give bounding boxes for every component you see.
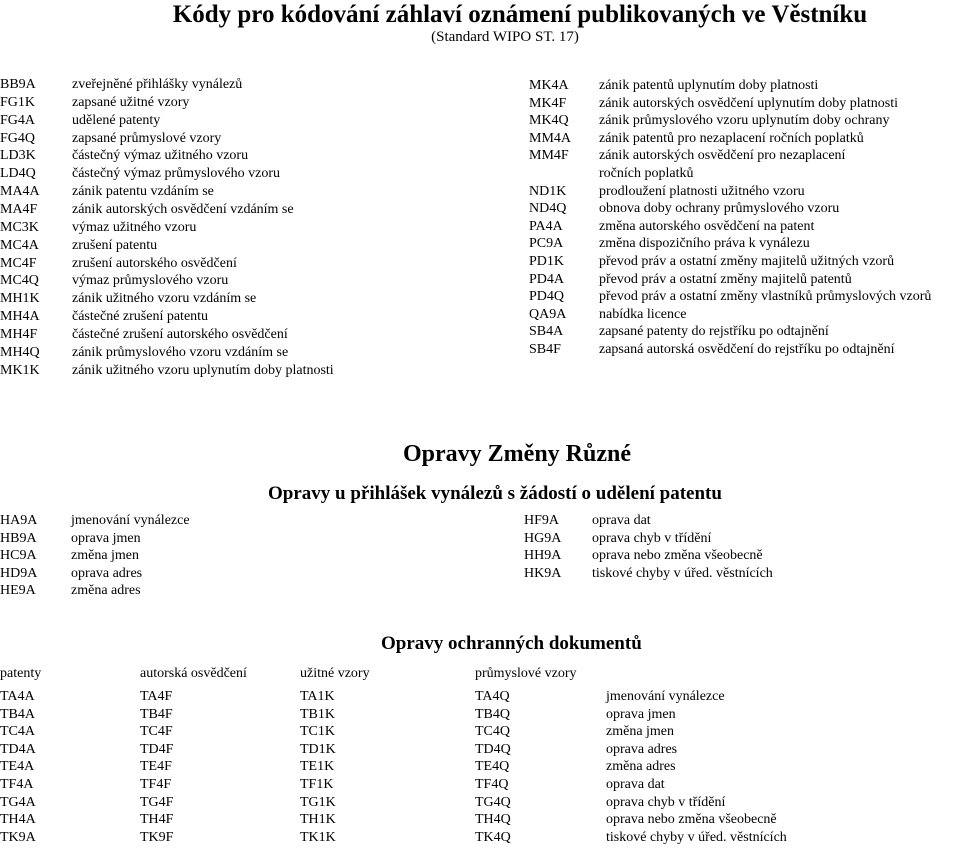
code-description: obnova doby ochrany průmyslového vzoru (599, 201, 840, 217)
code-description: oprava chyb v třídění (606, 794, 726, 810)
code-label: LD3K (0, 148, 36, 164)
code-description: zánik patentů uplynutím doby platnosti (599, 78, 819, 93)
header-autorska: autorská osvědčení (140, 666, 247, 681)
code-label: PD4Q (529, 289, 565, 305)
code-description: zánik autorských osvědčení uplynutím doby platnosti (599, 95, 899, 111)
code-description: oprava adres (606, 741, 678, 757)
code-description: převod práv a ostatní změny majitelů užitných vzorů (599, 254, 895, 269)
code-description: částečný výmaz průmyslového vzoru (72, 166, 280, 182)
code-description: ročních poplatků (599, 166, 694, 181)
code-description: oprava jmen (71, 530, 141, 546)
code-description: změna autorského osvědčení na patent (599, 218, 815, 234)
section-title-ochranne: Opravy ochranných dokumentů (381, 633, 642, 654)
code-description: oprava dat (592, 513, 651, 528)
code-label: SB4F (529, 342, 561, 357)
code-label: HF9A (524, 513, 560, 528)
code-description: výmaz užitného vzoru (72, 219, 197, 235)
code-description: výmaz průmyslového vzoru (72, 273, 229, 289)
code-description: změna adres (606, 759, 676, 775)
code-prumyslove: TG4Q (475, 794, 511, 810)
code-label: BB9A (0, 77, 36, 92)
code-description: zánik patentu vzdáním se (72, 184, 214, 200)
code-description: zánik autorských osvědčení pro nezaplacení (599, 148, 846, 164)
code-description: oprava chyb v třídění (592, 530, 712, 546)
code-label: HK9A (524, 565, 562, 581)
code-label: MH4F (0, 326, 38, 342)
code-description: zveřejněné přihlášky vynálezů (72, 77, 243, 92)
code-description: prodloužení platnosti užitného vzoru (599, 183, 805, 199)
code-label: LD4Q (0, 166, 36, 182)
code-description: nabídka licence (599, 306, 687, 322)
code-description: změna adres (71, 583, 141, 598)
code-prumyslove: TA4Q (475, 689, 510, 704)
code-prumyslove: TF4Q (475, 777, 509, 792)
code-label: MC4F (0, 255, 37, 271)
code-label: ND4Q (529, 201, 567, 217)
code-label: ND1K (529, 183, 567, 199)
code-description: jmenování vynálezce (71, 513, 190, 528)
code-description: oprava dat (606, 777, 665, 792)
header-uzitne: užitné vzory (300, 666, 370, 681)
header-patenty: patenty (0, 666, 42, 681)
code-prumyslove: TD4Q (475, 741, 511, 757)
code-patenty: TC4A (0, 724, 35, 740)
code-label: FG4Q (0, 130, 36, 146)
code-uzitne: TE1K (300, 759, 335, 775)
code-autorska: TF4F (140, 777, 172, 792)
code-label: HH9A (524, 548, 562, 563)
page-title: Kódy pro kódování záhlaví oznámení publikovaných ve Věstníku (172, 1, 868, 28)
code-label: MK4F (529, 95, 567, 111)
code-patenty: TB4A (0, 706, 35, 722)
section-subtitle-opravy: Opravy u přihlášek vynálezů s žádostí o udělení patentu (268, 483, 722, 504)
code-label: HD9A (0, 565, 38, 581)
code-label: HC9A (0, 548, 37, 563)
code-description: oprava nebo změna všeobecně (592, 548, 763, 563)
code-description: změna jmen (606, 724, 675, 740)
code-description: zapsané průmyslové vzory (72, 130, 222, 146)
code-description: zánik patentů pro nezaplacení ročních poplatků (599, 130, 864, 146)
code-label: MH4Q (0, 344, 40, 360)
code-description: zánik průmyslového vzoru vzdáním se (72, 344, 289, 360)
code-prumyslove: TK4Q (475, 829, 511, 845)
code-uzitne: TD1K (300, 741, 336, 757)
code-label: PC9A (529, 236, 564, 252)
code-label: MH4A (0, 309, 40, 325)
code-description: zánik průmyslového vzoru uplynutím doby ochrany (599, 113, 890, 129)
code-description: částečné zrušení autorského osvědčení (72, 326, 288, 342)
code-uzitne: TC1K (300, 724, 335, 740)
code-label: HE9A (0, 583, 36, 598)
code-patenty: TK9A (0, 829, 36, 845)
code-autorska: TB4F (140, 706, 173, 722)
code-label: MC4A (0, 237, 39, 253)
code-label: MK1K (0, 362, 40, 378)
code-label: MC3K (0, 219, 39, 235)
code-label: SB4A (529, 324, 564, 340)
code-autorska: TD4F (140, 741, 174, 757)
code-description: tiskové chyby v úřed. věstnících (592, 565, 773, 581)
code-label: PD4A (529, 271, 565, 287)
code-description: zánik autorských osvědčení vzdáním se (72, 201, 294, 217)
code-label: HA9A (0, 513, 38, 528)
code-prumyslove: TE4Q (475, 759, 510, 775)
code-description: jmenování vynálezce (606, 689, 725, 704)
section-title-opravy: Opravy Změny Různé (403, 441, 631, 467)
header-prumyslove: průmyslové vzory (475, 666, 577, 681)
code-uzitne: TA1K (300, 689, 335, 704)
code-patenty: TH4A (0, 812, 36, 828)
code-description: částečný výmaz užitného vzoru (72, 148, 249, 164)
code-description: zapsaná autorská osvědčení do rejstříku po odtajnění (599, 342, 895, 357)
code-label: MM4A (529, 130, 572, 146)
code-uzitne: TG1K (300, 794, 336, 810)
code-patenty: TG4A (0, 794, 36, 810)
code-description: zrušení patentu (72, 237, 158, 253)
code-prumyslove: TC4Q (475, 724, 510, 740)
code-label: HB9A (0, 530, 37, 546)
code-description: zánik užitného vzoru vzdáním se (72, 291, 257, 307)
code-label: MM4F (529, 148, 569, 164)
code-description: zapsané patenty do rejstříku po odtajnění (599, 324, 829, 340)
code-description: zrušení autorského osvědčení (72, 255, 237, 271)
code-label: MA4A (0, 184, 40, 200)
code-autorska: TA4F (140, 689, 173, 704)
code-description: oprava nebo změna všeobecně (606, 812, 777, 828)
code-label: QA9A (529, 306, 567, 322)
code-uzitne: TK1K (300, 829, 336, 845)
code-label: MK4Q (529, 113, 569, 129)
code-autorska: TC4F (140, 724, 173, 740)
code-label: HG9A (524, 530, 562, 546)
code-uzitne: TH1K (300, 812, 336, 828)
code-description: tiskové chyby v úřed. věstnících (606, 829, 787, 845)
code-label: PA4A (529, 218, 563, 234)
code-prumyslove: TB4Q (475, 706, 510, 722)
code-description: změna dispozičního práva k vynálezu (599, 236, 810, 252)
code-description: udělené patenty (72, 112, 161, 128)
page-subtitle: (Standard WIPO ST. 17) (431, 29, 579, 45)
code-patenty: TF4A (0, 777, 34, 792)
code-label: PD1K (529, 254, 565, 269)
code-autorska: TH4F (140, 812, 174, 828)
code-patenty: TE4A (0, 759, 35, 775)
code-description: převod práv a ostatní změny vlastníků průmyslových vzorů (599, 289, 932, 305)
code-patenty: TD4A (0, 741, 36, 757)
code-description: zapsané užitné vzory (72, 94, 190, 110)
code-label: MA4F (0, 201, 38, 217)
code-description: částečné zrušení patentu (72, 309, 209, 325)
code-patenty: TA4A (0, 689, 35, 704)
code-uzitne: TB1K (300, 706, 335, 722)
code-autorska: TK9F (140, 829, 174, 845)
code-description: změna jmen (71, 548, 140, 563)
code-autorska: TE4F (140, 759, 172, 775)
code-label: FG1K (0, 94, 36, 110)
code-label: FG4A (0, 112, 36, 128)
code-autorska: TG4F (140, 794, 174, 810)
code-description: oprava adres (71, 565, 143, 581)
code-description: zánik užitného vzoru uplynutím doby platnosti (72, 362, 334, 378)
code-prumyslove: TH4Q (475, 812, 511, 828)
code-description: převod práv a ostatní změny majitelů patentů (599, 271, 852, 287)
code-label: MC4Q (0, 273, 39, 289)
code-description: oprava jmen (606, 706, 676, 722)
code-uzitne: TF1K (300, 777, 334, 792)
code-label: MH1K (0, 291, 40, 307)
code-label: MK4A (529, 78, 569, 93)
